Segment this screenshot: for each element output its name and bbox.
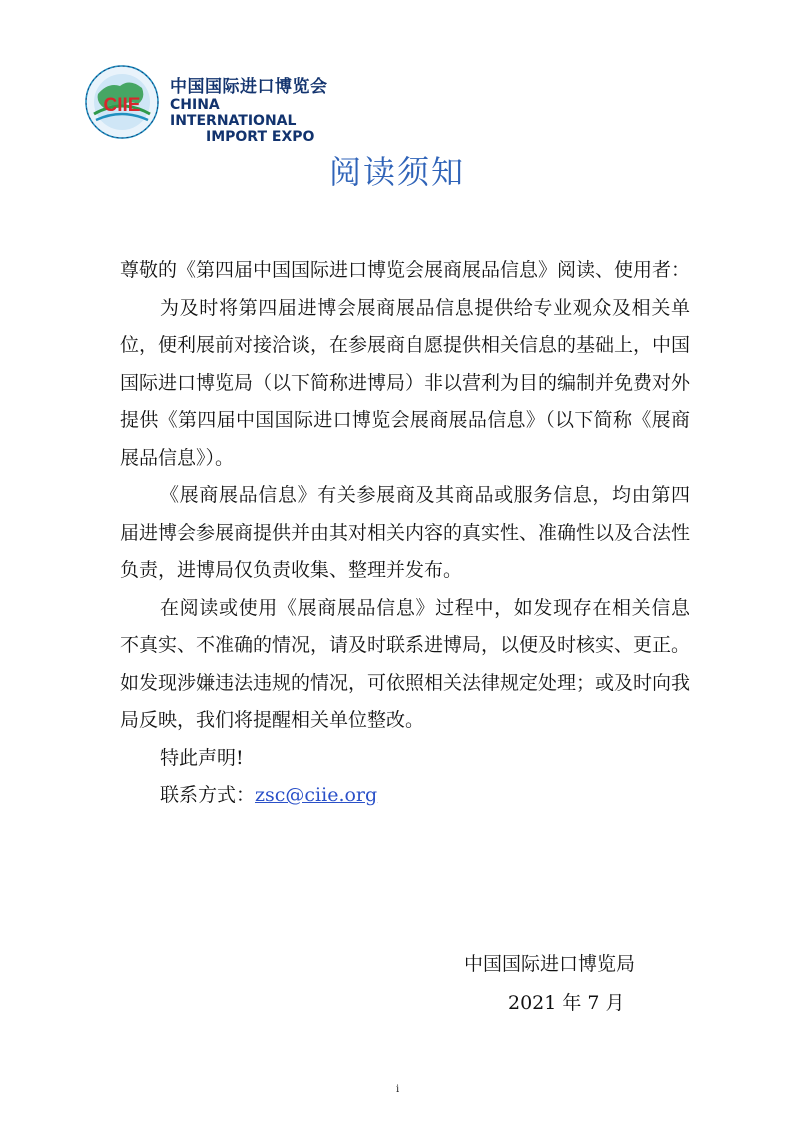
paragraph-2: 《展商展品信息》有关参展商及其商品或服务信息，均由第四届进博会参展商提供并由其对相关内容的真实性、准确性以及合法性负责，进博局仅负责收集、整理并发布。	[120, 484, 691, 581]
logo-wordmark	[170, 77, 344, 145]
contact-email-link[interactable]: zsc@ciie.org	[255, 784, 378, 806]
salutation: 尊敬的《第四届中国国际进口博览会展商展品信息》阅读、使用者：	[120, 259, 691, 281]
signature-org: 中国国际进口博览局	[464, 953, 636, 975]
page-title: 阅读须知	[328, 153, 465, 191]
paragraph-4: 特此声明!	[160, 746, 244, 769]
signature-block	[464, 946, 635, 1022]
logo-name-en-line2: IMPORT EXPO	[206, 129, 315, 145]
ciie-emblem-icon	[84, 64, 160, 140]
notice-body	[120, 252, 690, 815]
contact-line	[120, 777, 690, 815]
ciie-logo	[84, 64, 344, 145]
logo-name-cn: 中国国际进口博览会	[170, 77, 328, 97]
logo-name-en-line1: CHINA INTERNATIONAL	[170, 97, 297, 129]
contact-label: 联系方式：	[160, 784, 256, 806]
signature-date: 2021 年 7 月	[508, 992, 625, 1014]
page-number: i	[396, 1084, 400, 1095]
paragraph-3: 在阅读或使用《展商展品信息》过程中，如发现存在相关信息不真实、不准确的情况，请及时联系进博局，以便及时核实、更正。如发现涉嫌违法违规的情况，可依照相关法律规定处理；或及时向我局反映，我们将提醒相关单位整改。	[120, 596, 691, 731]
svg-text:CIIE: CIIE	[103, 95, 141, 116]
paragraph-1: 为及时将第四届进博会展商展品信息提供给专业观众及相关单位，便利展前对接洽谈，在参展商自愿提供相关信息的基础上，中国国际进口博览局（以下简称进博局）非以营利为目的编制并免费对外提供《第四届中国国际进口博览会展商展品信息》（以下简称《展商展品信息》）。	[120, 296, 691, 469]
